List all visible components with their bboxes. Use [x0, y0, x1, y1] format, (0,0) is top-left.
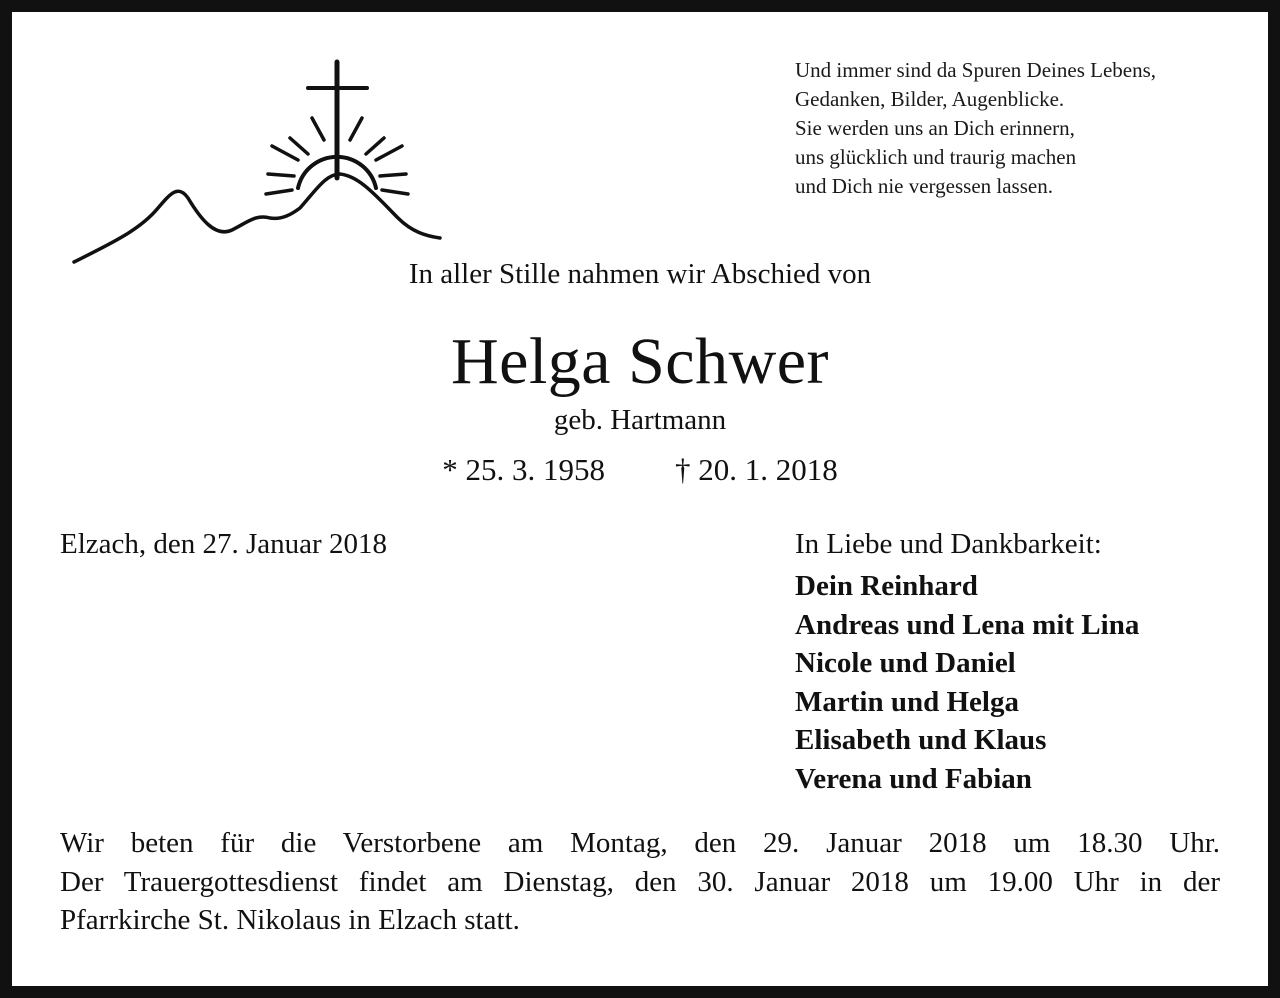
deceased-name: Helga Schwer — [450, 325, 830, 398]
service-line: Der Trauergottesdienst findet am Dienstag, den 30. Januar 2018 um 19.00 Uhr in der — [60, 865, 1220, 898]
poem-line: Sie werden uns an Dich erinnern, — [795, 116, 1075, 140]
family-member: Andreas und Lena mit Lina — [795, 608, 1140, 641]
intro-text: In aller Stille nahmen wir Abschied von — [408, 258, 872, 290]
family-member: Martin und Helga — [795, 685, 1019, 718]
family-member: Nicole und Daniel — [795, 647, 1016, 679]
maiden-name: geb. Hartmann — [553, 404, 727, 436]
family-member: Verena und Fabian — [795, 762, 1032, 795]
obituary-card — [12, 12, 1268, 986]
life-dates — [12, 452, 1268, 488]
death-date: † 20. 1. 2018 — [675, 452, 838, 487]
family-member: Elisabeth und Klaus — [795, 724, 1047, 756]
poem-line: Und immer sind da Spuren Deines Lebens, — [795, 58, 1157, 82]
service-line: Pfarrkirche St. Nikolaus in Elzach statt. — [60, 904, 520, 936]
birth-date: * 25. 3. 1958 — [442, 452, 605, 487]
poem-line: Gedanken, Bilder, Augenblicke. — [795, 87, 1065, 111]
family-signature — [795, 528, 1255, 798]
service-line: Wir beten für die Verstorbene am Montag, den 29. Januar 2018 um 18.30 Uhr. — [60, 827, 1220, 859]
poem-line: und Dich nie vergessen lassen. — [795, 174, 1053, 198]
service-notice — [60, 824, 1220, 940]
cross-sun-mountain-icon — [60, 48, 450, 278]
family-member: Dein Reinhard — [795, 570, 978, 602]
poem — [795, 56, 1255, 201]
family-lead: In Liebe und Dankbarkeit: — [795, 528, 1102, 560]
poem-line: uns glücklich und traurig machen — [795, 145, 1077, 169]
place-date: Elzach, den 27. Januar 2018 — [60, 528, 387, 560]
